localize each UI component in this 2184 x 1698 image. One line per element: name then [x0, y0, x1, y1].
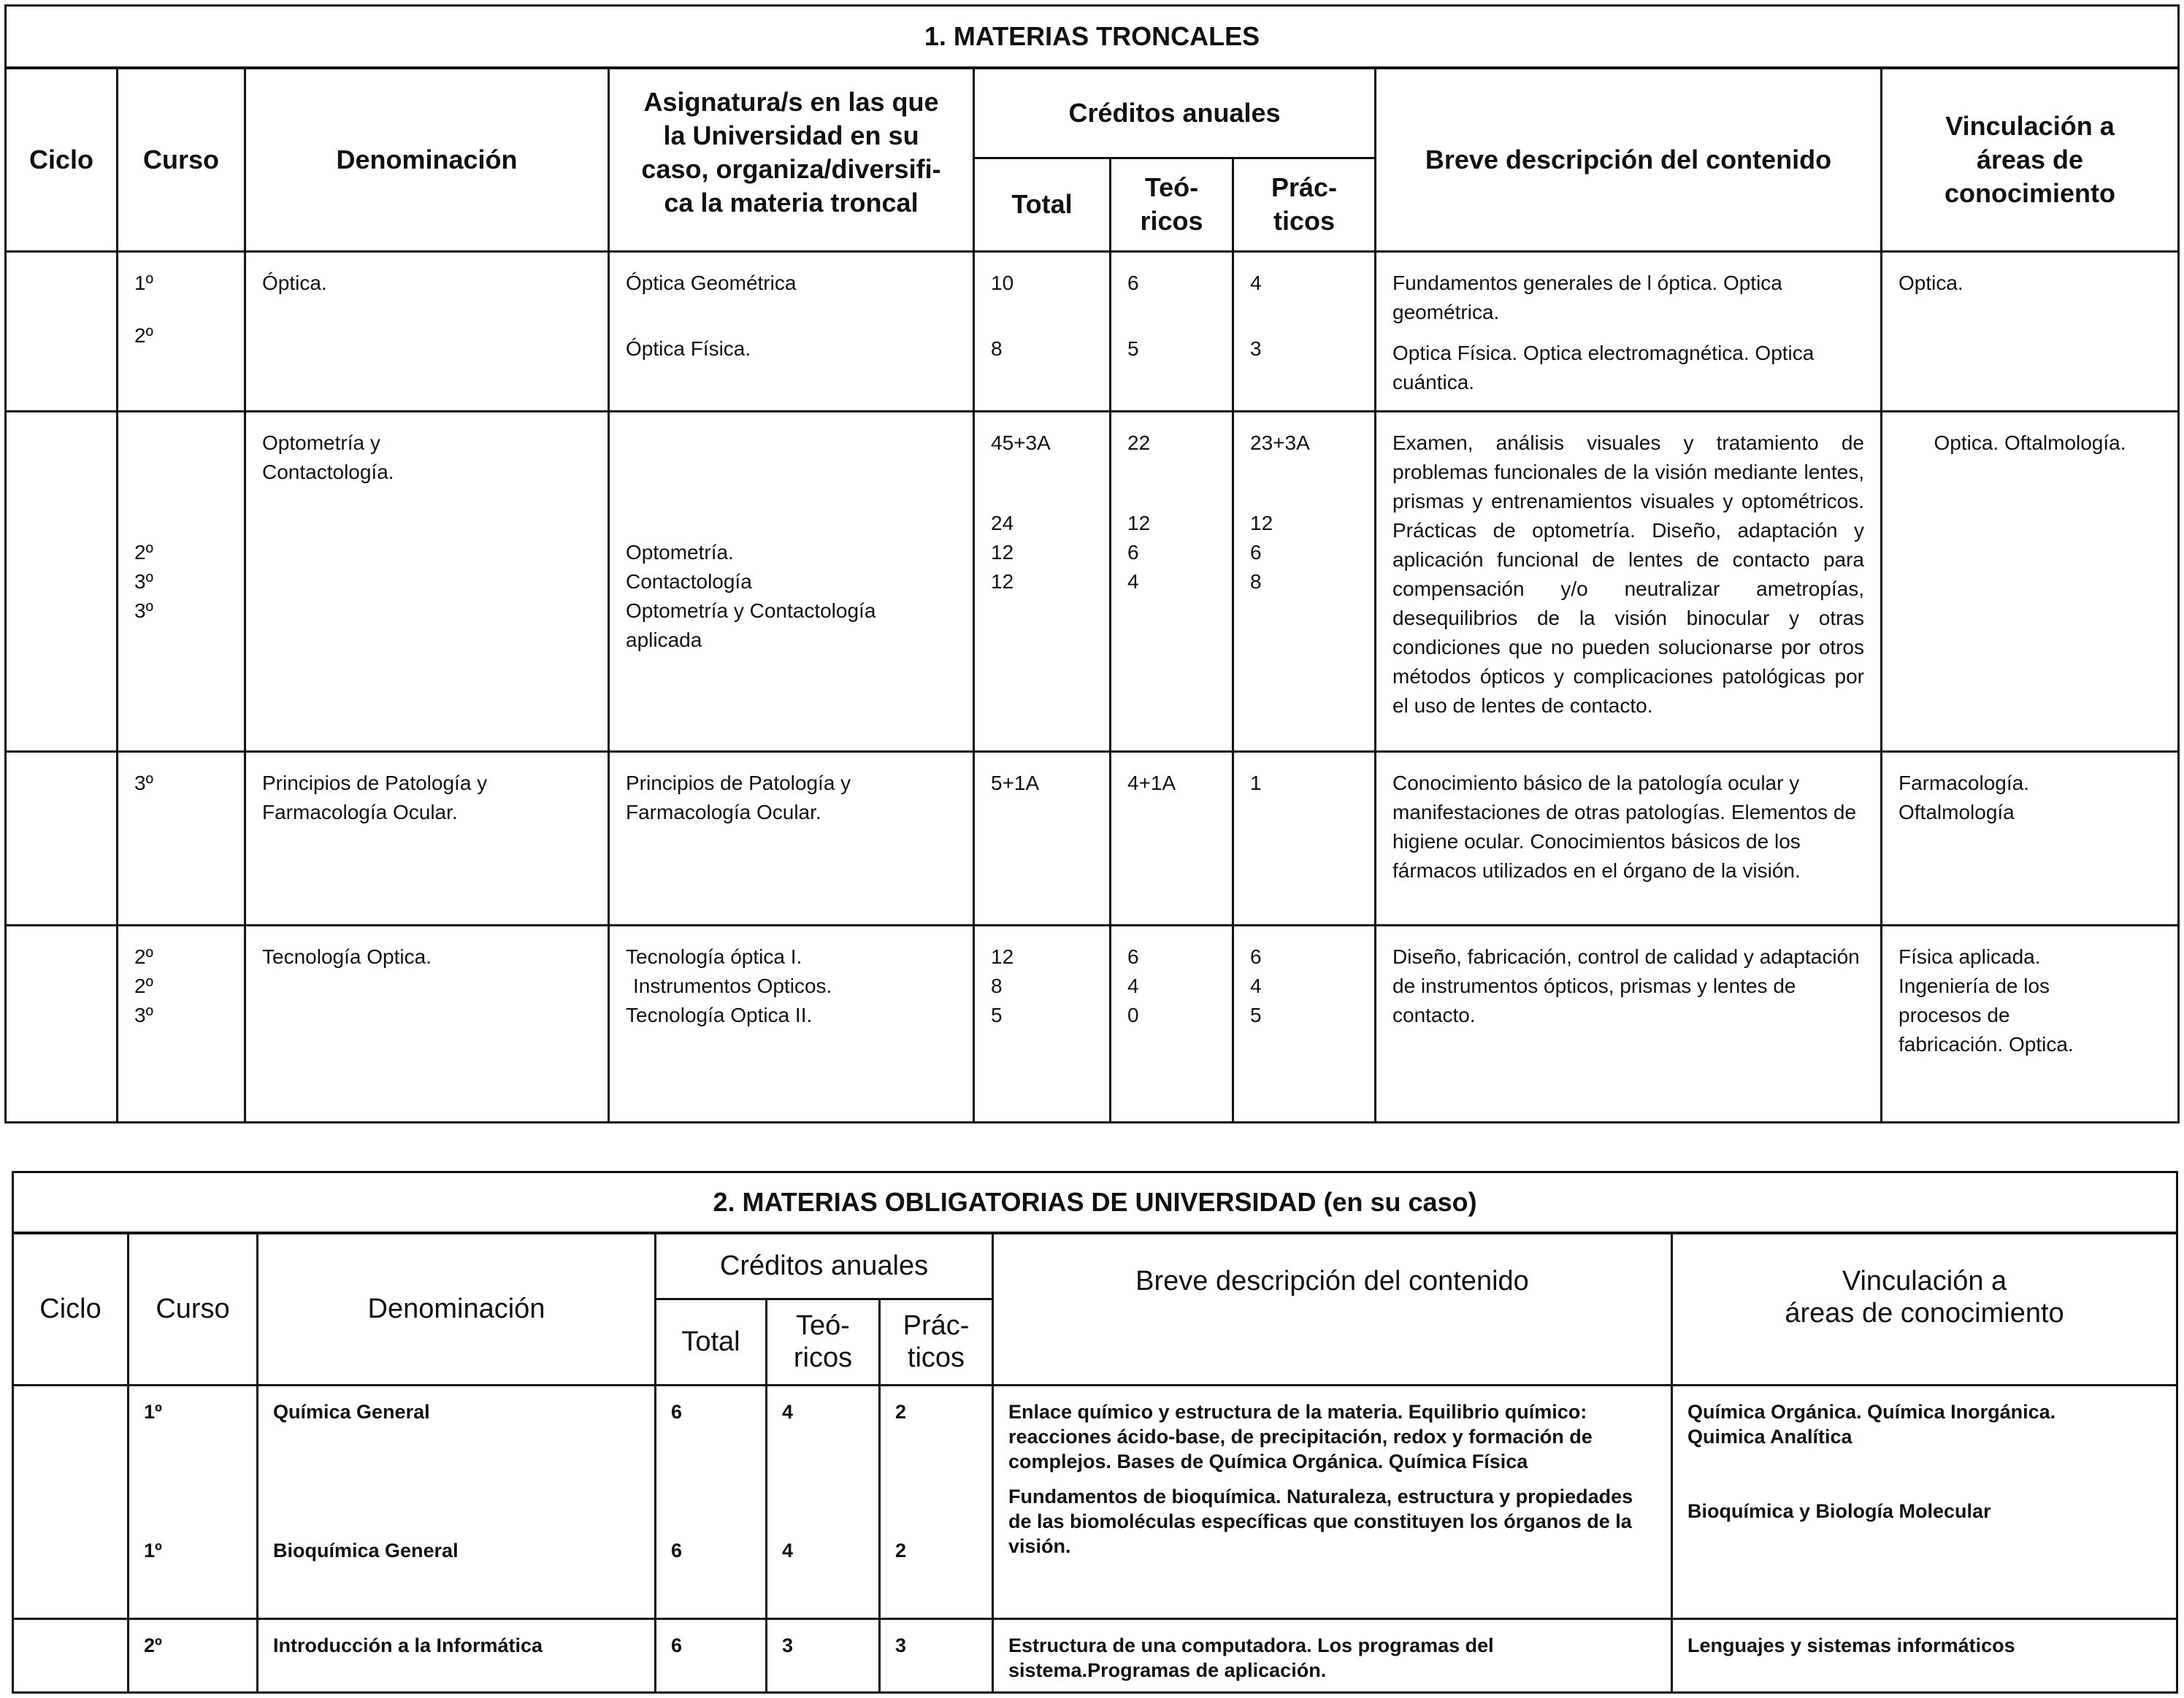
- cell-denominacion: Tecnología Optica.: [245, 925, 609, 1122]
- cell-vinculacion: Optica.: [1882, 251, 2179, 411]
- cell-teoricos: 4+1A: [1111, 751, 1233, 925]
- cell-ciclo: [6, 751, 118, 925]
- cell-practicos: 1: [1233, 751, 1376, 925]
- table-row: [13, 1618, 2177, 1692]
- table-row: [6, 925, 2179, 1122]
- cell-vinculacion: Lenguajes y sistemas informáticos: [1672, 1618, 2177, 1692]
- cell-descripcion: Enlace químico y estructura de la materia. Equilibrio químico: reacciones ácido-base, de precipitación, redox y formación de complejos. Bases de Química Orgánica. Química Física Fundamentos de bioquímica. Naturaleza, estructura y propiedades de las biomoléculas específicas que constituyen los órganos de la visión.: [993, 1385, 1672, 1618]
- cell-denominacion: Óptica.: [245, 251, 609, 411]
- header-creditos-anuales: Créditos anuales: [656, 1233, 993, 1299]
- cell-curso: 2º 2º 3º: [118, 925, 245, 1122]
- cell-total: 6 6: [656, 1385, 767, 1618]
- table-row: [6, 751, 2179, 925]
- header-teoricos: Teó- ricos: [1111, 158, 1233, 251]
- cell-teoricos: 22 12 6 4: [1111, 411, 1233, 751]
- cell-curso: 1º 2º: [118, 251, 245, 411]
- cell-teoricos: 4 4: [767, 1385, 880, 1618]
- cell-asignaturas: Óptica Geométrica Óptica Física.: [609, 251, 974, 411]
- header-teoricos: Teó- ricos: [767, 1299, 880, 1385]
- cell-ciclo: [6, 411, 118, 751]
- header-descripcion: Breve descripción del contenido: [1376, 68, 1882, 251]
- header-practicos: Prác- ticos: [1233, 158, 1376, 251]
- header-total: Total: [974, 158, 1111, 251]
- cell-ciclo: [6, 251, 118, 411]
- cell-vinculacion: Química Orgánica. Química Inorgánica. Quimica Analítica Bioquímica y Biología Molecular: [1672, 1385, 2177, 1618]
- cell-descripcion: Fundamentos generales de l óptica. Optica geométrica. Optica Física. Optica electromagnética. Optica cuántica.: [1376, 251, 1882, 411]
- cell-practicos: 2 2: [880, 1385, 993, 1618]
- cell-total: 45+3A 24 12 12: [974, 411, 1111, 751]
- cell-descripcion: Diseño, fabricación, control de calidad y adaptación de instrumentos ópticos, prismas y lentes de contacto.: [1376, 925, 1882, 1122]
- cell-teoricos: 6 5: [1111, 251, 1233, 411]
- header-denominacion: Denominación: [245, 68, 609, 251]
- header-asignaturas: Asignatura/s en las que la Universidad en su caso, organiza/diversifi- ca la materia troncal: [609, 68, 974, 251]
- header-vinculacion: Vinculación a áreas de conocimiento: [1882, 68, 2179, 251]
- header-creditos-anuales: Créditos anuales: [974, 68, 1376, 158]
- table-title: 1. MATERIAS TRONCALES: [6, 6, 2179, 69]
- cell-descripcion: Examen, análisis visuales y tratamiento de problemas funcionales de la visión mediante lentes, prismas y entrenamientos visuales y optométricos. Prácticas de optometría. Diseño, adaptación y aplicación funcional de lentes de contacto para compensación y/o neutralizar ametropías, desequilibrios de la visión binocular y otras condiciones que no pueden solucionarse por otros métodos ópticos y complicaciones patológicas por el uso de lentes de contacto.: [1376, 411, 1882, 751]
- cell-ciclo: [13, 1385, 129, 1618]
- cell-asignaturas: Optometría. Contactología Optometría y Contactología aplicada: [609, 411, 974, 751]
- table-row: [6, 411, 2179, 751]
- cell-total: 10 8: [974, 251, 1111, 411]
- cell-practicos: 3: [880, 1618, 993, 1692]
- cell-teoricos: 6 4 0: [1111, 925, 1233, 1122]
- cell-vinculacion: Farmacología. Oftalmología: [1882, 751, 2179, 925]
- header-ciclo: Ciclo: [13, 1233, 129, 1385]
- cell-total: 5+1A: [974, 751, 1111, 925]
- header-ciclo: Ciclo: [6, 68, 118, 251]
- cell-ciclo: [6, 925, 118, 1122]
- cell-vinculacion: Física aplicada. Ingeniería de los procesos de fabricación. Optica.: [1882, 925, 2179, 1122]
- cell-denominacion: Optometría y Contactología.: [245, 411, 609, 751]
- header-curso: Curso: [129, 1233, 258, 1385]
- header-descripcion: Breve descripción del contenido: [993, 1233, 1672, 1385]
- cell-vinculacion: Optica. Oftalmología.: [1882, 411, 2179, 751]
- cell-descripcion: Conocimiento básico de la patología ocular y manifestaciones de otras patologías. Elementos de higiene ocular. Conocimientos básicos de los fármacos utilizados en el órgano de la visión.: [1376, 751, 1882, 925]
- cell-practicos: 4 3: [1233, 251, 1376, 411]
- cell-curso: 1º 1º: [129, 1385, 258, 1618]
- cell-practicos: 23+3A 12 6 8: [1233, 411, 1376, 751]
- header-practicos: Prác- ticos: [880, 1299, 993, 1385]
- cell-total: 12 8 5: [974, 925, 1111, 1122]
- cell-descripcion: Estructura de una computadora. Los programas del sistema.Programas de aplicación.: [993, 1618, 1672, 1692]
- cell-asignaturas: Principios de Patología y Farmacología Ocular.: [609, 751, 974, 925]
- cell-denominacion: Química General Bioquímica General: [258, 1385, 656, 1618]
- cell-curso: 2º 3º 3º: [118, 411, 245, 751]
- cell-curso: 3º: [118, 751, 245, 925]
- cell-total: 6: [656, 1618, 767, 1692]
- table-title: 2. MATERIAS OBLIGATORIAS DE UNIVERSIDAD (en su caso): [13, 1172, 2177, 1234]
- table-row: [13, 1385, 2177, 1618]
- materias-obligatorias-table: [12, 1171, 2178, 1694]
- cell-teoricos: 3: [767, 1618, 880, 1692]
- header-curso: Curso: [118, 68, 245, 251]
- header-total: Total: [656, 1299, 767, 1385]
- cell-practicos: 6 4 5: [1233, 925, 1376, 1122]
- cell-denominacion: Principios de Patología y Farmacología Ocular.: [245, 751, 609, 925]
- table-row: [6, 251, 2179, 411]
- header-denominacion: Denominación: [258, 1233, 656, 1385]
- cell-denominacion: Introducción a la Informática: [258, 1618, 656, 1692]
- cell-asignaturas: Tecnología óptica I. Instrumentos Opticos. Tecnología Optica II.: [609, 925, 974, 1122]
- header-vinculacion: Vinculación a áreas de conocimiento: [1672, 1233, 2177, 1385]
- cell-curso: 2º: [129, 1618, 258, 1692]
- materias-troncales-table: [4, 4, 2180, 1123]
- cell-ciclo: [13, 1618, 129, 1692]
